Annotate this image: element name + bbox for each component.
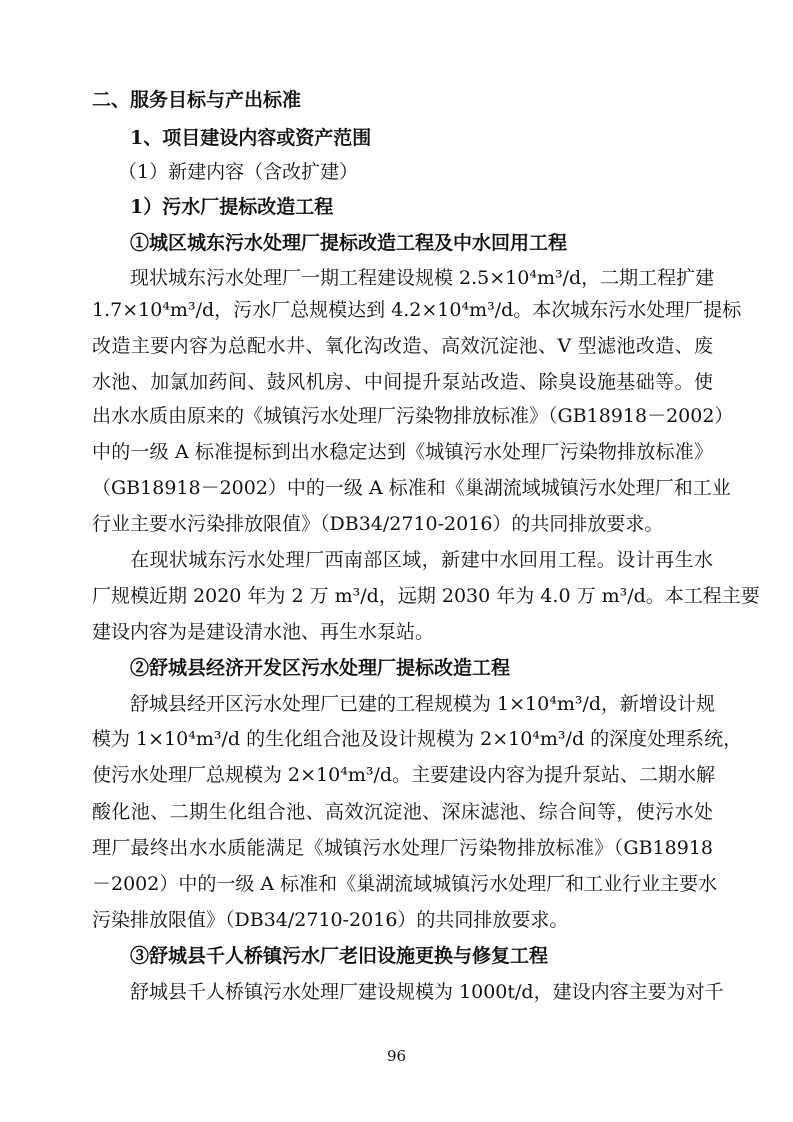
section-heading: 二、服务目标与产出标准 [92,89,302,111]
paragraph-line: 出水水质由原来的《城镇污水处理厂污染物排放标准》（GB18918－2002） [92,405,734,427]
paragraph-line: 水池、加氯加药间、鼓风机房、中间提升泵站改造、除臭设施基础等。使 [92,371,713,393]
project-heading-1: ①城区城东污水处理厂提标改造工程及中水回用工程 [130,232,568,254]
paragraph-line: －2002）中的一级 A 标准和《巢湖流域城镇污水处理厂和工业行业主要水 [92,873,718,895]
paragraph-line: 舒城县经开区污水处理厂已建的工程规模为 1×10⁴m³/d，新增设计规 [130,693,716,715]
paragraph-line: 中的一级 A 标准提标到出水稳定达到《城镇污水处理厂污染物排放标准》 [92,441,713,463]
paragraph-line: （GB18918－2002）中的一级 A 标准和《巢湖流域城镇污水处理厂和工业 [92,477,731,499]
paragraph-line: 舒城县千人桥镇污水处理厂建设规模为 1000t/d，建设内容主要为对千 [130,981,724,1003]
paragraph-line: 行业主要水污染排放限值》（DB34/2710-2016）的共同排放要求。 [92,513,664,535]
paragraph-line: 厂规模近期 2020 年为 2 万 m³/d，远期 2030 年为 4.0 万 m³/d。本工程主要 [92,585,760,607]
paragraph-line: 酸化池、二期生化组合池、高效沉淀池、深床滤池、综合间等，使污水处 [92,801,713,823]
subsubsection-heading: （1）新建内容（含改扩建） [118,161,359,183]
page-number: 96 [386,1047,407,1065]
paragraph-line: 在现状城东污水处理厂西南部区域，新建中水回用工程。设计再生水 [130,549,713,571]
paragraph-line: 建设内容为是建设清水池、再生水泵站。 [92,621,435,643]
paragraph-line: 理厂最终出水水质能满足《城镇污水处理厂污染物排放标准》（GB18918 [92,837,713,859]
subsection-heading: 1、项目建设内容或资产范围 [130,127,372,149]
project-heading-3: ③舒城县千人桥镇污水厂老旧设施更换与修复工程 [130,945,549,967]
paragraph-line: 污染排放限值》（DB34/2710-2016）的共同排放要求。 [92,909,569,931]
paragraph-line: 1.7×10⁴m³/d，污水厂总规模达到 4.2×10⁴m³/d。本次城东污水处理厂提标 [92,299,742,321]
item-heading: 1）污水厂提标改造工程 [130,196,334,218]
paragraph-line: 现状城东污水处理厂一期工程建设规模 2.5×10⁴m³/d，二期工程扩建 [130,267,715,289]
project-heading-2: ②舒城县经济开发区污水处理厂提标改造工程 [130,657,511,679]
paragraph-line: 改造主要内容为总配水井、氧化沟改造、高效沉淀池、V 型滤池改造、废 [92,335,713,357]
paragraph-line: 使污水处理厂总规模为 2×10⁴m³/d。主要建设内容为提升泵站、二期水解 [92,764,716,786]
paragraph-line: 模为 1×10⁴m³/d 的生化组合池及设计规模为 2×10⁴m³/d 的深度处理系统， [92,728,743,750]
